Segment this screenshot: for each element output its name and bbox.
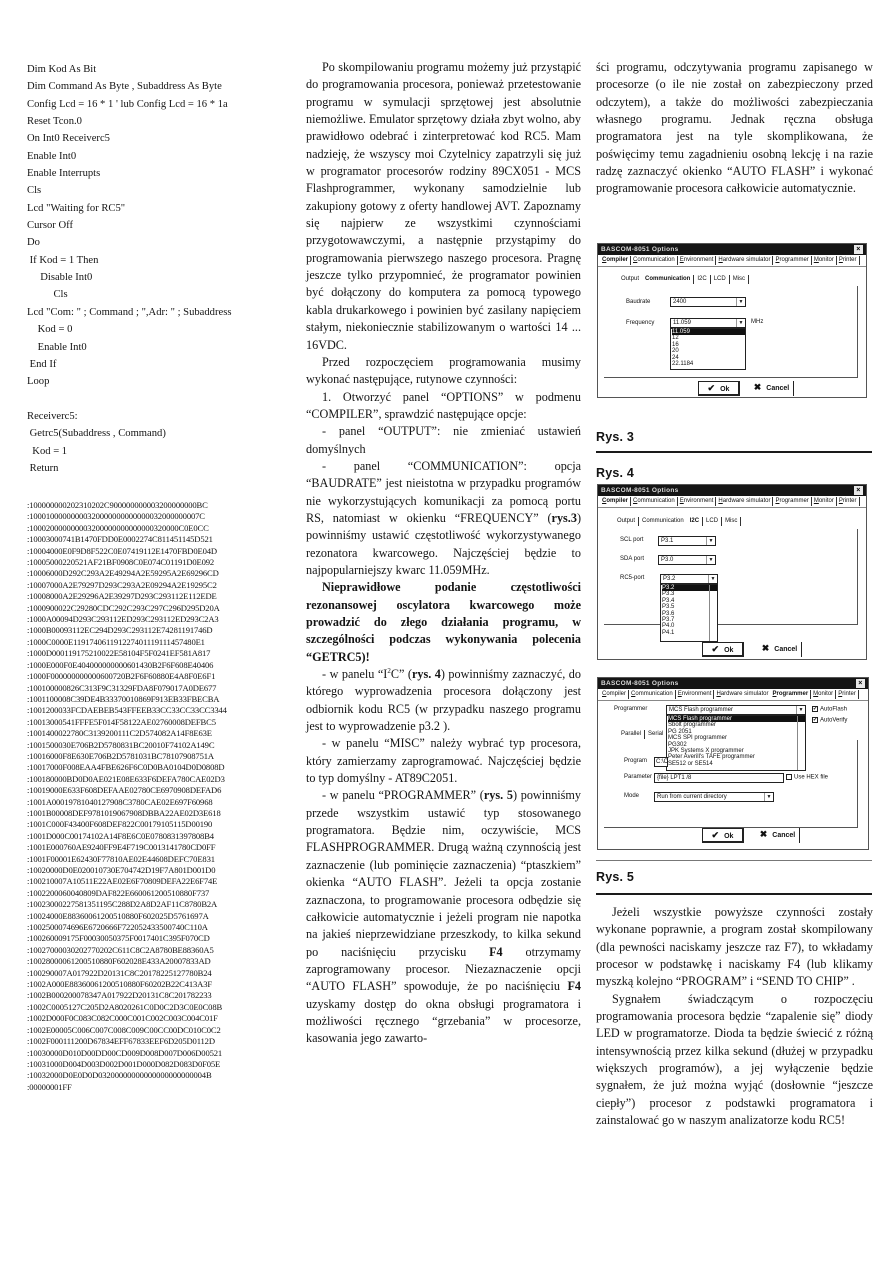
tab-printer[interactable]: Printer [836,690,859,699]
check-icon: ✔ [813,706,818,712]
dialog-title: BASCOM-8051 Options [601,246,679,253]
check-icon: ✔ [813,717,818,723]
tab-printer[interactable]: Printer [837,256,860,265]
figure-caption-4: Rys. 4 [596,466,635,480]
hex-record: :10027000030202770202C611C8C2A8780BE88360A5 [27,944,214,955]
text: ) powinniśmy przede wszystkim ustawić typ stosowanego programatora. Będzie nim, oczywiście, MCS FLASHPROGRAMMER. Drugą ważną czynnością jest zaznaczenie (lub pominięcie zaznaczenia) “ptaszkiem” okienka “AUTO FLASH”. Jeżeli ta opcja zostanie zaznaczona, to programowanie procesora odbędzie się całkowicie automatycznie i jeżeli program nie napotka na jakieś nieprzewidziane przeszkody, to kilka sekund po naciśnięciu przycisku [306,788,582,959]
text: C” ( [390,667,412,682]
cancel-button[interactable] [758,642,802,657]
hex-record: :00000001FF [27,1081,72,1092]
hex-record: :10008000A2E29296A2E39297D293C293112E112EDE [27,591,217,602]
cancel-label: Cancel [774,646,798,653]
rc5-port-select[interactable] [660,574,718,584]
hex-record: :1000F000000000000600720B2F6F60880E4A8F0E6F1 [27,671,216,682]
code-line: Lcd "Waiting for RC5" [27,202,126,214]
hex-record: :1001B00008DEF9781019067908DBBA22AE02D3E618 [27,807,221,818]
hex-record: :1000A00094D293C293112ED293C293112ED293C2A3 [27,614,219,625]
sda-port-select[interactable] [658,555,716,565]
cross-icon: ✖ [759,829,768,839]
hex-record: :1002E00005C006C007C008C009C00CC00DC010C0C2 [27,1024,221,1035]
middle-column [306,59,581,1048]
sda-port-value: P3.0 [661,557,674,563]
options-dialog-i2c [597,484,867,660]
subtab-misc[interactable]: Misc [730,275,749,284]
paragraph-step-1: 1. Otworzyć panel “OPTIONS” w podmenu “COMPILER”, sprawdzić następujące opcje: [306,389,581,421]
tab-monitor[interactable]: Monitor [811,690,836,699]
text: - w panelu “PROGRAMMER” ( [322,788,484,803]
chevron-down-icon[interactable]: ▼ [796,706,805,714]
hex-record: :1001C000F43400F608DEF822C00179105115D00190 [27,819,213,830]
baudrate-select[interactable] [670,297,746,307]
hex-record: :1000B00093112EC294D293C293112E74281191746D [27,625,213,636]
list-item[interactable]: 16 [672,341,679,348]
hex-record: :1001200033FCDAEBEB543FFEEB33CC33CC33CC3344 [27,705,227,716]
compiler-subtabs [618,275,749,284]
chevron-down-icon[interactable]: ▼ [708,575,717,583]
scl-port-value: P3.1 [661,538,674,544]
list-item-selected[interactable]: 11.059 [672,329,745,335]
key-f4: F4 [489,944,503,959]
tab-printer[interactable]: Printer [837,497,860,506]
tab-communication[interactable]: Communication [629,690,676,699]
code-line: If Kod = 1 Then [27,254,99,266]
tab-programmer[interactable]: Programmer [770,690,811,699]
use-hex-checkbox[interactable] [786,774,828,781]
ok-label: Ok [720,386,730,393]
code-line: Loop [27,376,50,388]
dialog-title-bar [598,678,868,689]
code-line [27,391,302,408]
programmer-subtabs [618,730,666,739]
code-line: Enable Int0 [27,150,77,162]
hex-record: :1001500030E706B2D5780831BC20010F74102A149C [27,739,215,750]
code-line: End If [27,358,57,370]
code-line: Kod = 1 [27,445,68,457]
programmer-value: MCS Flash programmer [669,707,734,713]
tab-hardware-simulator[interactable]: Hardware simulator [716,497,773,506]
cross-icon: ✖ [753,382,762,392]
scl-port-select[interactable] [658,536,716,546]
hex-record: :10007000A2E79297D293C293A2E09294A2E19295C2 [27,579,217,590]
ok-label: Ok [724,647,734,654]
hex-record: :1002C0005127C205D2A8020261C0D0C2D3C0E0C08B [27,1001,223,1012]
subtab-i2c[interactable]: I2C [687,517,703,526]
frequency-label: Frequency [626,320,655,326]
hex-record: :10032000D0E0D0D03200000000000000000000004B [27,1070,212,1081]
text: uzyskamy dostęp do okna obsługi programatora i możliwości ręcznego “grzebania” w procesorze, kasowania jego zawarto- [306,996,581,1046]
hex-record: :1002200060040809DAF822E660061200510880F737 [27,887,210,898]
dialog-title: BASCOM-8051 Options [601,487,679,494]
list-item[interactable]: 24 [672,354,679,361]
divider [596,451,872,453]
mode-value: Run from current directory [657,794,727,800]
subtab-lcd[interactable]: LCD [711,275,730,284]
figure-ref-4: rys. 4 [411,667,441,682]
frequency-select[interactable] [670,318,746,328]
check-icon: ✔ [707,383,716,393]
list-item[interactable]: P3.3 [662,591,675,598]
hex-record: :10013000541FFFE5F014F58122AE02760008DEFBC5 [27,716,216,727]
tab-environment[interactable]: Environment [676,690,715,699]
list-item[interactable]: Peter Averill's TAFE programmer [668,754,755,761]
cancel-button[interactable] [756,828,800,843]
hex-record: :100020000000003200000000000000320000C0E0CC [27,522,209,533]
program-label: Program [624,758,648,764]
superscript: 2 [387,666,391,675]
list-item[interactable]: P3.5 [662,604,675,611]
text: - w panelu “I [322,667,388,682]
hex-record: :10020000D0E020010730E704742D19F7A801D001D0 [27,865,216,875]
mode-label: Mode [624,793,640,799]
paragraph-i2c-panel [306,666,581,735]
paragraph-misc-panel: - w panelu “MISC” należy wybrać typ procesora, który zamierzamy zaprogramować. Najczęściej będzie to typ domyślny - AT89C2051. [306,736,581,786]
subtab-output[interactable]: Output [614,517,639,526]
code-listing [27,61,302,477]
chevron-down-icon[interactable]: ▼ [736,319,745,327]
list-item[interactable]: 22.1184 [672,361,694,368]
code-line: On Int0 Receiverc5 [27,133,110,145]
program-path-value: C:\C [656,759,668,765]
right-column-bottom [596,904,873,1129]
paragraph-send-to-chip: Jeżeli wszystkie powyższe czynności zostały wykonane poprawnie, a program został skompilowany (dla pewności naciskamy jeszcze raz F7), to wkładamy procesor w podstawkę i naciskamy F4 (lub klikamy myszką kolejno “PROGRAM” i “SEND TO CHIP” . [596,905,873,989]
hex-record: :1001400022780C3139200111C2D574082A14F8E63E [27,728,212,739]
list-item[interactable]: PG302 [668,741,687,748]
dialog-title: BASCOM-8051 Options [601,680,679,687]
hex-record: :1000900022C29280CDC292C293C297C296D295D20A [27,602,220,613]
subtab-communication[interactable]: Communication [642,518,684,524]
ok-button[interactable] [702,828,744,843]
scl-port-label: SCL port [620,537,644,543]
tab-monitor[interactable]: Monitor [812,497,837,506]
programmer-select[interactable] [666,705,806,715]
paragraph-output-panel: - panel “OUTPUT”: nie zmieniać ustawień domyślnych [306,424,581,456]
paragraph-led-signal: Sygnałem świadczącym o rozpoczęciu programowania procesora będzie “zapalenie się” diody LED w programatorze. Dioda ta będzie świecić z różną intensywnością przez kilka sekund (dłużej w przypadku większych programów), a jej wyłączenie będzie sygnałem, że już można wyjąć (dosłownie “jeszcze ciepły”) procesor z podstawki programatora i zainstalować go w naszym analizatorze kodu RC5! [596,991,873,1128]
list-item-selected[interactable]: MCS Flash programmer [668,716,805,722]
figure-caption-5: Rys. 5 [596,870,635,884]
hex-record: :10023000227581351195C288D2A8D2AF11C8780B2A [27,899,218,910]
parameter-value: {file} LPT1 /8 [657,775,692,781]
subtab-parallel[interactable]: Parallel [618,730,645,739]
hex-record: :10030000D010D00DD00CD009D008D007D006D00521 [27,1047,223,1058]
list-item[interactable]: PG 2051 [668,728,692,735]
rc5-port-value: P3.2 [663,576,676,582]
hex-record: :10006000D292C293A2E49294A2E59295A2E69296CD [27,568,219,579]
code-line: Cursor Off [27,220,74,232]
check-icon: ✔ [711,644,720,654]
subtab-lcd[interactable]: LCD [703,517,722,526]
figure-ref-5: rys. 5 [483,788,513,803]
hex-listing [27,500,302,1093]
code-line: Cls [27,185,42,197]
code-line: Do [27,237,40,249]
hex-record: :1001D000C00174102A14F8E6C0E0780831397808B4 [27,830,214,841]
paragraph-before-programming: Przed rozpoczęciem programowania musimy wykonać następujące, rutynowe czynności: [306,354,581,387]
list-item[interactable]: JPK Systems X programmer [668,748,744,755]
tab-compiler[interactable]: Compiler [600,690,629,699]
parameter-input[interactable] [654,773,784,783]
paragraph-intro: Po skompilowaniu programu możemy już przystąpić do programowania procesora, ponieważ przetestowanie programu w symulacji sprzętowej jest absolutnie niemożliwe. Emulator sprzętowy działa zbyt wolno, aby prawidłowo odebrać i zinterpretować kod RC5. Mam nadzieję, że wszyscy moi Czytelnicy zapatrzyli się już w programator procesorów rodziny 89CX051 - MCS Flashprogrammer, wykonany samodzielnie lub zakupiony gotowy z oferty handlowej AVT. Zapoznamy się najpierw ze wszystkimi czynnościami przygotowawczymi, a następnie przystąpimy do programowania pierwszego naszego procesora. Pragnę jeszcze tylko przypomnieć, że programator powinien być dołączony do komputera za pomocą typowego kabla drukarkowego i powinien być zasilany napięciem stałym, niekoniecznie stabilizowanym o wartości 14 ... 16VDC. [306,60,581,352]
hex-record: :100180000BD0D0AE021E08E633F6DEFA780CAE02D3 [27,773,225,784]
list-item[interactable]: P3.6 [662,610,675,617]
tab-environment[interactable]: Environment [678,256,717,265]
figure-caption-3: Rys. 3 [596,430,635,444]
tab-compiler[interactable]: Compiler [600,497,631,506]
list-item[interactable]: 20 [672,348,679,355]
chevron-down-icon[interactable]: ▼ [736,298,745,306]
hex-record: :100000000202310202C900000000003200000000BC [27,500,208,510]
list-item[interactable]: Sbolt programmer [668,722,717,729]
hex-record: :10004000E0F9D8F522C0E07419112E1470FBD0E04D [27,545,217,556]
frequency-dropdown-list [670,328,746,370]
subtab-misc[interactable]: Misc [722,517,741,526]
tab-hardware-simulator[interactable]: Hardware simulator [716,691,769,697]
figure-ref-3: rys.3 [551,510,577,525]
key-f4: F4 [567,979,581,994]
frequency-value: 11.059 [673,320,691,326]
use-hex-label: Use HEX file [794,774,829,781]
autoverify-checkbox[interactable] [812,717,847,724]
hex-record: :10028000061200510880F602028E433A20007833AD [27,956,211,967]
text: ) powinniśmy zaznaczyć, do którego wyprowadzenia procesora dołączony jest odbiornik kodu RC5 (w przypadku naszego programu jest to wyprowadzenie p3.2 ). [306,667,581,734]
dialog-tabs [598,255,866,267]
code-line: Receiverc5: [27,410,78,422]
code-line: Reset Tcon.0 [27,116,82,128]
autoverify-label: AutoVerify [820,717,848,724]
options-dialog-communication [597,243,867,398]
autoflash-label: AutoFlash [820,706,848,713]
hex-record: :100290007A017922D20131C8C20178225127780B24 [27,967,212,978]
hex-record: :1000D000119175210022E58104F5F0241EF581A817 [27,648,211,659]
hex-record: :10019000E633F608DEFAAE02780CE6970908DEFAD6 [27,785,222,796]
sda-port-label: SDA port [620,556,645,562]
code-line: Dim Command As Byte , Subaddress As Byte [27,81,222,93]
dialog-tabs [598,689,868,701]
right-column-top [596,59,873,198]
hex-record: :1001A00019781040127908C3780CAE02E697F60968 [27,796,213,807]
code-line: Enable Int0 [27,341,87,353]
mode-select[interactable] [654,792,774,802]
hex-record: :10016000F8E630E706B2D5781031BC78107908751A [27,750,214,761]
checkbox-box [786,774,792,780]
rc5-port-label: RC5-port [620,575,645,581]
hex-record: :1002A000E88360061200510880F60202B22C413A3F [27,979,213,990]
list-item[interactable]: 12 [672,335,679,342]
subtab-i2c[interactable]: I2C [694,275,710,284]
paragraph-communication-panel [306,458,581,579]
check-icon: ✔ [711,830,720,840]
list-item[interactable]: MCS SPI programmer [668,735,728,742]
tab-programmer[interactable]: Programmer [773,497,811,506]
autoflash-checkbox[interactable] [812,706,847,713]
hex-record: :100210007A10511E22AE02E6F70809DEFA22E6F74E [27,876,218,887]
list-item[interactable]: P4.1 [662,629,675,636]
subtab-output[interactable]: Output [621,276,640,282]
hex-record: :1000E000F0E404000000000601430B2F6F608E40406 [27,659,214,670]
program-path-input[interactable] [654,757,668,767]
code-line: Getrc5(Subaddress , Command) [27,428,166,440]
cancel-label: Cancel [766,385,790,392]
list-item-selected[interactable]: P3.2 [662,585,717,591]
hex-record: :1002B000200078347A017922D20131C8C201782233 [27,990,212,1001]
hex-record: :100100000826C313F9C31329FDA8F079017A0DE677 [27,682,217,693]
list-item[interactable]: SE512 or SE514 [668,760,713,767]
code-line: Kod = 0 [27,324,73,336]
tab-programmer[interactable]: Programmer [773,256,811,265]
tab-communication[interactable]: Communication [631,497,678,506]
divider [596,860,872,861]
dialog-title-bar [598,485,866,496]
chevron-down-icon[interactable]: ▼ [706,556,715,564]
ok-button[interactable] [702,642,744,657]
frequency-unit: MHz [751,319,764,325]
scrollbar[interactable] [709,585,717,641]
baudrate-value: 2400 [673,299,687,305]
close-icon[interactable]: × [854,245,863,254]
list-item[interactable]: P3.4 [662,597,675,604]
hex-record: :10005000220521AF21BF0908C0E074C01191D0E092 [27,557,215,568]
text: otrzymamy zaprogramowany procesor. Niezaznaczenie opcji “AUTO FLASH” spowoduje, że po naciśnięciu [306,944,582,994]
code-line: Return [27,462,59,474]
options-dialog-programmer [597,677,869,850]
paragraph-warning: Nieprawidłowe podanie częstotliwości rezonansowej oscylatora kwarcowego może prowadzić do złego działania programu, w szczególności podczas wykonywania polecenia “GETRC5)! [306,580,581,664]
hex-record: :1002F000111200D67834EFF67833EEF6D205D0112D [27,1036,215,1047]
tab-compiler[interactable]: Compiler [600,256,631,265]
ok-button[interactable] [698,381,740,396]
hex-record: :1002D000F0C083C082C000C001C002C003C004C01F [27,1013,218,1024]
hex-record: :1001E000760AE9240FF9E4F719C0013141780CD0FF [27,842,216,853]
cancel-label: Cancel [772,832,796,839]
chevron-down-icon[interactable]: ▼ [764,793,773,801]
code-line: Config Lcd = 16 * 1 ' lub Config Lcd = 16 * 1a [27,98,228,110]
hex-record: :1001100008C39DE4B33370010869F913EB33FBECBA [27,693,220,704]
subtab-serial[interactable]: Serial [648,731,664,737]
text: - panel “COMMUNICATION”: opcja “BAUDRATE” jest nieistotna w przypadku programów nie wykorzystujących komunikacji za pomocą portu RS, natomiast w okienku “FREQUENCY” ( [306,458,581,525]
divider [596,893,872,895]
hex-record: :10001000000000320000000000000032000000007C [27,511,205,522]
cross-icon: ✖ [761,643,770,653]
tab-monitor[interactable]: Monitor [812,256,837,265]
dialog-tabs [598,496,866,508]
close-icon[interactable]: × [854,486,863,495]
baudrate-label: Baudrate [626,299,651,305]
list-item[interactable]: P4.0 [662,623,675,630]
hex-record: :10031000D004D003D002D001D000D082D083D0F05E [27,1058,221,1069]
hex-record: :10024000E88360061200510880F602025D5761697A [27,910,209,921]
tab-hardware-simulator[interactable]: Hardware simulator [716,256,773,265]
hex-record: :1002500074696E6720666F722052433500740C110A [27,922,208,933]
code-line: Cls [27,289,68,301]
rc5-port-dropdown-list [660,584,718,642]
cancel-button[interactable] [750,381,794,396]
code-line: Dim Kod As Bit [27,64,97,75]
hex-record: :10017000F008EAA4FBE626F6C0D0BA0104D0D0808D [27,762,225,773]
tab-environment[interactable]: Environment [678,497,717,506]
ok-label: Ok [724,833,734,840]
compiler-subtabs [614,517,741,526]
subtab-communication[interactable]: Communication [642,275,694,284]
paragraph-manual-programming: ści programu, odczytywania programu zapisanego w procesorze (o ile nie został on zabezpieczony przed odczytem), a także do możliwości zabezpieczania własnego programu. Jednak ręczna obsługa programatora jest na tyle skomplikowana, że poświęcimy temu zagadnieniu osobną lekcję i na razie radzę zaznaczyć okienko “AUTO FLASH” i wykonać programowanie procesora całkowicie automatycznie. [596,60,873,196]
hex-record: :1000C0000E119174061191227401119111457480E1 [27,636,205,647]
list-item[interactable]: P3.7 [662,617,675,624]
code-line: Disable Int0 [27,272,93,284]
programmer-label: Programmer [614,706,648,712]
dialog-title-bar [598,244,866,255]
code-line: Enable Interrupts [27,168,101,180]
chevron-down-icon[interactable]: ▼ [706,537,715,545]
paragraph-programmer-panel [306,787,581,1047]
hex-record: :1001F00001E62430F77810AE02E44608DEFC70E831 [27,853,215,864]
text: ) powinniśmy ustawić częstotliwość wykorzystywanego rezonatora kwarcowego. Najczęściej będzie to najpopularniejszy kwarc 11.059MHz. [306,510,581,577]
code-line: Lcd "Com: " ; Command ; ",Adr: " ; Subaddress [27,306,232,318]
hex-record: :100260009175F00030050375F0017401C395F070CD [27,933,210,944]
close-icon[interactable]: × [856,679,865,688]
panel-frame [604,740,858,828]
tab-communication[interactable]: Communication [631,256,678,265]
parameter-label: Parameter [624,774,653,780]
hex-record: :10003000741B1470FDD0E0002274C811451145D521 [27,534,213,545]
